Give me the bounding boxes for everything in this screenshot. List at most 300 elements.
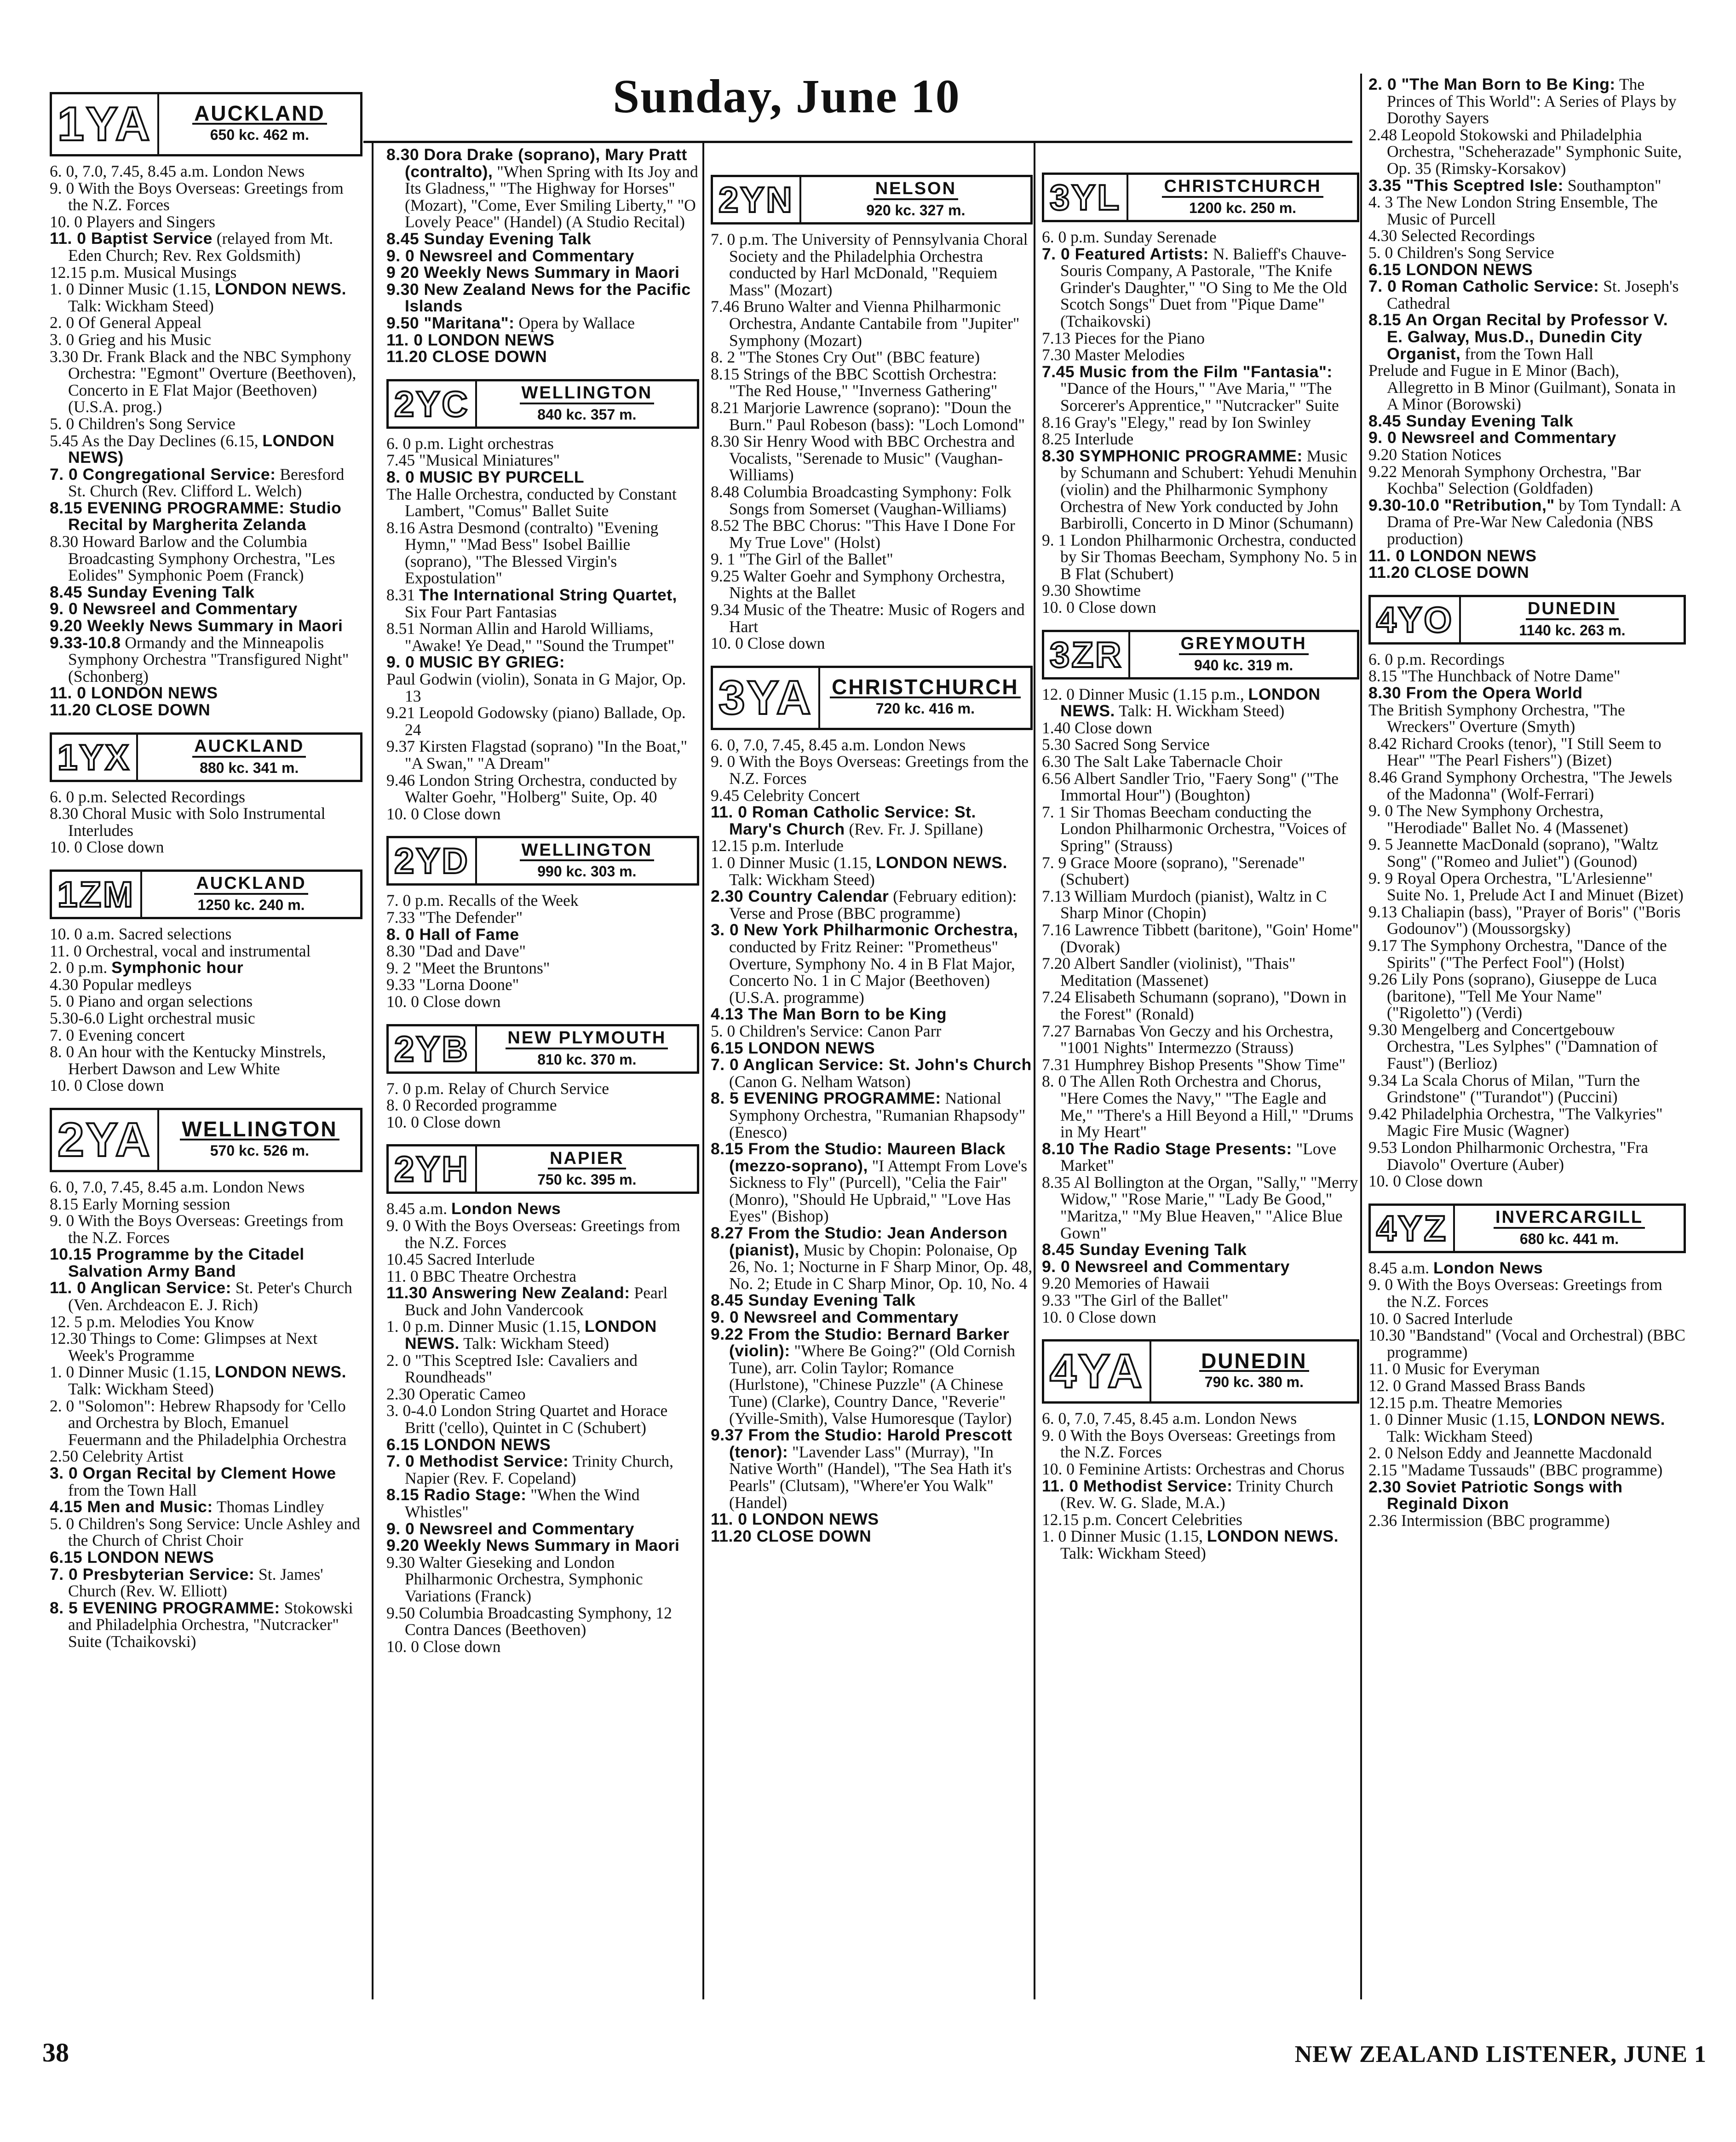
entry-text: 9.34 Music of the Theatre: Music of Rogers and Hart [711, 600, 1025, 636]
programme-entry [50, 789, 362, 806]
station-call-sign [389, 838, 477, 883]
column-divider [1360, 74, 1362, 1999]
station-city: WELLINGTON [520, 842, 655, 862]
entry-text: 9.30 Showtime [1042, 581, 1141, 600]
entry-text: from the Town Hall [68, 1480, 197, 1499]
entry-text: 9. 5 Jeannette MacDonald (soprano), "Waltz Song" ("Romeo and Juliet") (Gounod) [1368, 835, 1658, 870]
programme-entry [50, 926, 362, 943]
entry-text: 9. 0 With the Boys Overseas: Greetings from the N.Z. Forces [711, 752, 1029, 788]
programme-entry [1042, 1174, 1359, 1241]
entry-text: 6. 0 p.m. Selected Recordings [50, 787, 245, 806]
entry-text: 2.36 Intermission (BBC programme) [1368, 1511, 1610, 1530]
entry-text: 6. 0, 7.0, 7.45, 8.45 a.m. London News [50, 1177, 305, 1196]
entry-text: 5. 0 Children's Song Service [50, 414, 236, 433]
entry-text: 11. 0 Orchestral, vocal and instrumental [50, 941, 311, 960]
entry-text: 10. 0 a.m. Sacred selections [50, 924, 232, 943]
entry-text: 8.42 Richard Crooks (tenor), "I Still Seem to Hear" "The Pearl Fishers") (Bizet) [1368, 734, 1661, 770]
entry-highlight: 8.15 An Organ Recital by Professor V. E. Galway, Mus.D., Dunedin City Organist, [1368, 311, 1668, 363]
programme-entry [1042, 599, 1359, 616]
entry-text: 7.20 Albert Sandler (violinist), "Thais" Meditation (Massenet) [1042, 954, 1296, 990]
programme-entry [386, 452, 699, 469]
programme-entry [711, 1292, 1033, 1309]
programme-entry [1042, 246, 1359, 330]
programme-entry [50, 993, 362, 1010]
entry-highlight: 7. 0 Roman Catholic Service: [1368, 277, 1599, 296]
entry-highlight: 11.30 Answering New Zealand: [386, 1284, 630, 1302]
entry-text: by Tom Tyndall: A Drama of Pre-War New Caledonia (NBS production) [1387, 495, 1681, 548]
station-city: NELSON [874, 180, 958, 200]
call-sign-text: 1YA [57, 98, 152, 151]
entry-highlight: 11. 0 Anglican Service: [50, 1278, 231, 1297]
programme-entry [50, 1364, 362, 1397]
programme-entry [1368, 564, 1686, 581]
entry-highlight: 9.33-10.8 [50, 633, 121, 652]
entry-text: 10. 0 Close down [50, 838, 164, 857]
programme-entry [711, 399, 1033, 433]
entry-text: (relayed from Mt. Eden Church; Rev. Rex Goldsmith) [68, 229, 333, 265]
programme-entry [1042, 686, 1359, 720]
programme-entry [711, 568, 1033, 601]
entry-text: 10. 0 Close down [50, 1076, 164, 1095]
station-info [159, 94, 360, 154]
entry-text: 9.46 London String Orchestra, conducted by Walter Goehr, "Holberg" Suite, Op. 40 [386, 771, 677, 806]
entry-highlight: 11. 0 Methodist Service: [1042, 1476, 1233, 1495]
entry-highlight: 6.15 LONDON NEWS [711, 1038, 875, 1057]
station-call-sign [52, 735, 138, 780]
entry-text: 10. 0 Close down [386, 1637, 501, 1656]
programme-entry [386, 1402, 699, 1436]
programme-entry [1042, 1258, 1359, 1275]
entry-text: 5. 0 Children's Song Service: Uncle Ashley and the Church of Christ Choir [50, 1514, 360, 1550]
entry-text: 9.50 Columbia Broadcasting Symphony, 12 Contra Dances (Beethoven) [386, 1603, 672, 1639]
programme-entry [386, 332, 699, 349]
station-info [477, 1026, 697, 1071]
entry-text: 7. 0 p.m. The University of Pennsylvania Choral Society and the Philadelphia Orchestra conducted by Harl McDonald, "Requiem Mass" (Mozart) [711, 230, 1028, 299]
programme-entry [1368, 547, 1686, 564]
entry-text: 12.15 p.m. Musical Musings [50, 263, 237, 282]
station-header [711, 175, 1033, 225]
entry-text: Pearl Buck and John Vandercook [405, 1284, 668, 1319]
entry-text: 7.13 Pieces for the Piano [1042, 328, 1205, 347]
entry-highlight: 4.15 Men and Music: [50, 1497, 213, 1516]
entry-text: 2.15 "Madame Tussauds" (BBC programme) [1368, 1460, 1663, 1479]
programme-entry [711, 551, 1033, 568]
programme-entry [1042, 1140, 1359, 1174]
entry-text: St. Peter's Church (Ven. Archdeacon E. J. Rich) [68, 1278, 352, 1314]
programme-entry [386, 1352, 699, 1386]
programme-entry [50, 1549, 362, 1566]
programme-entry [1368, 1394, 1686, 1411]
entry-highlight: 8.45 Sunday Evening Talk [711, 1291, 916, 1310]
programme-entry [386, 620, 699, 654]
station-city: NEW PLYMOUTH [506, 1030, 668, 1049]
entry-highlight: 11. 0 LONDON NEWS [711, 1510, 879, 1529]
station-frequency: 810 kc. 370 m. [537, 1051, 637, 1068]
programme-entry [50, 1498, 362, 1515]
entry-highlight: 11. 0 LONDON NEWS [1368, 546, 1537, 565]
programme-entry [1042, 770, 1359, 804]
entry-text: 9.42 Philadelphia Orchestra, "The Valkyries" Magic Fire Music (Wagner) [1368, 1104, 1663, 1140]
entry-text: 2. 0 "Solomon": Hebrew Rhapsody for 'Cello and Orchestra by Bloch, Emanuel Feuermann and the Philadelphia Orchestra [50, 1396, 347, 1449]
entry-highlight: Symphonic hour [111, 958, 244, 977]
programme-entry [1042, 448, 1359, 532]
entry-text: 9. 0 With the Boys Overseas: Greetings from the N.Z. Forces [1042, 1426, 1336, 1462]
programme-entry [386, 1537, 699, 1554]
programme-entry [1368, 651, 1686, 668]
station-header [50, 869, 362, 919]
station-info [477, 381, 697, 426]
entry-text: 10. 0 Close down [1368, 1172, 1483, 1191]
station-header [386, 836, 699, 886]
entry-text: 2. 0 "This Sceptred Isle: Cavaliers and Roundheads" [386, 1351, 638, 1387]
station-frequency: 880 kc. 341 m. [200, 759, 299, 776]
programme-entry [711, 349, 1033, 366]
entry-text: 5. 0 Children's Song Service [1368, 243, 1554, 262]
entry-highlight: 7. 0 Featured Artists: [1042, 244, 1209, 263]
programme-entry [386, 806, 699, 823]
entry-text: 7.45 "Musical Miniatures" [386, 451, 560, 470]
station-header [386, 1144, 699, 1194]
programme-entry [386, 1200, 699, 1217]
station-header [1368, 1203, 1686, 1253]
call-sign-text: 4YO [1376, 599, 1454, 640]
station-frequency: 1250 kc. 240 m. [197, 896, 305, 913]
entry-text: 1. 0 Dinner Music (1.15, [50, 1363, 215, 1382]
programme-entry [1368, 1479, 1686, 1512]
station-call-sign [389, 1146, 477, 1192]
entry-highlight: 8. 5 EVENING PROGRAMME: [711, 1089, 941, 1108]
programme-entry [1368, 1072, 1686, 1106]
programme-entry [50, 1179, 362, 1196]
entry-highlight: 9. 0 Newsreel and Commentary [1042, 1257, 1290, 1276]
entry-text: 5.30 Sacred Song Service [1042, 735, 1210, 754]
station-header [386, 1024, 699, 1074]
programme-entry [386, 1605, 699, 1638]
programme-entry [386, 976, 699, 993]
programme-entry [1042, 582, 1359, 599]
programme-entry [1368, 735, 1686, 769]
entry-text: 10. 0 Close down [386, 804, 501, 823]
entry-text: 9. 0 With the Boys Overseas: Greetings from the N.Z. Forces [386, 1216, 680, 1252]
programme-entry [50, 1465, 362, 1498]
entry-highlight: 2.30 Country Calendar [711, 887, 889, 906]
entry-text: "When Spring with Its Joy and Its Gladness," "The Highway for Horses" (Mozart), "Come, Ever Smiling Liberty," "O Lovely Peace" (Handel) (A Studio Recital) [405, 162, 698, 231]
entry-text: 7. 0 p.m. Recalls of the Week [386, 891, 579, 910]
entry-highlight: 9.20 Weekly News Summary in Maori [386, 1536, 680, 1555]
entry-text: 6.56 Albert Sandler Trio, "Faery Song" ("The Immortal Hour") (Boughton) [1042, 769, 1339, 805]
entry-text: 9. 9 Royal Opera Orchestra, "L'Arlesienne" Suite No. 1, Prelude Act I and Minuet (Bizet) [1368, 869, 1684, 904]
entry-text: 9.45 Celebrity Concert [711, 786, 860, 805]
station-info [1455, 1206, 1684, 1251]
entry-text: 4.30 Popular medleys [50, 975, 192, 994]
station-header [50, 92, 362, 156]
station-call-sign [52, 1110, 159, 1170]
programme-entry [50, 500, 362, 533]
programme-entry [50, 1600, 362, 1650]
entry-text: (February edition): Verse and Prose (BBC programme) [729, 887, 1017, 922]
programme-entry [386, 1217, 699, 1251]
entry-highlight: 7.45 Music from the Film "Fantasia": [1042, 362, 1333, 381]
programme-entry [386, 1080, 699, 1097]
station-header [1368, 595, 1686, 645]
entry-text: 10. 0 Close down [1042, 1307, 1156, 1326]
programme-entry [711, 921, 1033, 1006]
entry-text: 7.24 Elisabeth Schumann (soprano), "Down in the Forest" (Ronald) [1042, 988, 1347, 1023]
entry-text: 10. 0 Close down [386, 1112, 501, 1131]
entry-text: "Dance of the Hours," "Ave Maria," "The Sorcerer's Apprentice," "Nutcracker" Suite [1060, 379, 1339, 415]
programme-entry [1368, 1139, 1686, 1173]
programme-entry [711, 298, 1033, 349]
entry-text: 8.51 Norman Allin and Harold Williams, "Awake! Ye Dead," "Sound the Trumpet" [386, 619, 675, 655]
entry-text: 10. 0 Close down [711, 634, 825, 653]
call-sign-text: 4YZ [1376, 1208, 1448, 1249]
programme-entry [1042, 720, 1359, 737]
programme-entry [386, 248, 699, 265]
entry-text: 8.15 Early Morning session [50, 1194, 230, 1213]
station-frequency: 990 kc. 303 m. [537, 863, 637, 880]
station-city: INVERCARGILL [1494, 1209, 1645, 1229]
programme-entry [1368, 1360, 1686, 1377]
programme-entry [386, 1251, 699, 1268]
entry-text: 8.16 Astra Desmond (contralto) "Evening Hymn," "Mad Bess" Isobel Baillie (soprano), "The Blessed Virgin's Expostulation" [386, 518, 659, 587]
programme-entry [711, 1528, 1033, 1545]
entry-text: 9.17 The Symphony Orchestra, "Dance of the Spirits" ("The Perfect Fool") (Holst) [1368, 936, 1667, 972]
programme-entry [386, 519, 699, 587]
entry-text: 8. 2 "The Stones Cry Out" (BBC feature) [711, 348, 980, 367]
entry-text: 1. 0 Dinner Music (1.15, [711, 853, 876, 872]
programme-entry [711, 1309, 1033, 1326]
entry-text: conducted by Fritz Reiner: "Prometheus" Overture, Symphony No. 4 in B Flat Major, Concerto No. 1 in C Major (Beethoven) (U.S.A. programme) [729, 937, 1015, 1007]
title-rule [363, 141, 1352, 143]
entry-highlight: 8.30 Dora Drake (soprano), Mary Pratt (contralto), [386, 145, 687, 181]
entry-text: 8.30 "Dad and Dave" [386, 942, 526, 961]
programme-entry [1368, 836, 1686, 869]
call-sign-text: 3ZR [1050, 634, 1123, 675]
entry-text: 8.35 Al Bollington at the Organ, "Sally," "Merry Widow," "Rose Marie," "Lady Be Good," "Maritza," "My Blue Heaven," "Alice Blue Gown" [1042, 1173, 1358, 1242]
programme-entry [1042, 804, 1359, 854]
station-call-sign [52, 94, 159, 154]
entry-text: Ormandy and the Minneapolis Symphony Orchestra "Transfigured Night" (Schonberg) [68, 633, 349, 685]
call-sign-text: 2YA [57, 1113, 152, 1167]
station-city: DUNEDIN [1199, 1353, 1309, 1372]
entry-text: "Where Be Going?" (Old Cornish Tune), arr. Colin Taylor; Romance (Hurlstone), "Chinese Puzzle" (A Chinese Tune) (Clarke), Country Dance, "Reverie" (Yville-Smith), Valse Humoresque (Taylor) [729, 1342, 1016, 1428]
entry-text: 1. 0 p.m. Dinner Music (1.15, [386, 1317, 585, 1336]
programme-entry [1042, 363, 1359, 414]
entry-text: Trinity Church (Rev. W. G. Slade, M.A.) [1060, 1476, 1334, 1512]
call-sign-text: 1ZM [57, 874, 135, 915]
programme-entry [50, 976, 362, 993]
call-sign-text: 3YA [719, 671, 813, 725]
programme-entry [50, 1077, 362, 1094]
programme-entry [1368, 1512, 1686, 1529]
programme-entry [1042, 921, 1359, 955]
station-city: GREYMOUTH [1179, 635, 1309, 655]
station-frequency: 790 kc. 380 m. [1204, 1374, 1304, 1391]
entry-text: 12.30 Things to Come: Glimpses at Next Week's Programme [50, 1329, 318, 1365]
call-sign-text: 2YC [394, 383, 470, 424]
station-info [801, 177, 1030, 222]
entry-highlight: 9.20 Weekly News Summary in Maori [50, 616, 343, 635]
programme-entry [711, 1511, 1033, 1528]
station-frequency: 680 kc. 441 m. [1519, 1230, 1619, 1247]
entry-text: 10. 0 Close down [1042, 598, 1156, 617]
entry-highlight: 2. 0 "The Man Born to Be King: [1368, 75, 1615, 93]
entry-highlight: LONDON NEWS. [875, 853, 1007, 872]
programme-entry [711, 231, 1033, 298]
entry-highlight: LONDON NEWS) [68, 431, 335, 467]
programme-entry [711, 1140, 1033, 1225]
entry-highlight: 11. 0 LONDON NEWS [50, 684, 218, 702]
programme-entry [50, 314, 362, 331]
entry-text: 6.30 The Salt Lake Tabernacle Choir [1042, 752, 1282, 771]
programme-entry [711, 787, 1033, 804]
entry-text: Talk: Wickham Steed) [68, 1380, 214, 1399]
programme-entry [1368, 1327, 1686, 1360]
entry-text: 8.16 Gray's "Elegy," read by Ion Swinley [1042, 413, 1311, 432]
station-header [1042, 630, 1359, 679]
station-call-sign [1371, 1206, 1455, 1251]
entry-text: 5. 0 Children's Service: Canon Parr [711, 1021, 942, 1040]
entry-text: 8.52 The BBC Chorus: "This Have I Done For My True Love" (Holst) [711, 516, 1015, 552]
entry-text: Talk: H. Wickham Steed) [1115, 702, 1285, 720]
entry-text: 9. 2 "Meet the Bruntons" [386, 958, 550, 977]
programme-entry [386, 671, 699, 704]
programme-entry [711, 854, 1033, 888]
entry-highlight: 8.30 From the Opera World [1368, 684, 1583, 702]
programme-entry [386, 486, 699, 519]
entry-text: Beresford St. Church (Rev. Clifford L. Welch) [68, 465, 345, 501]
entry-text: "Love Market" [1060, 1139, 1337, 1175]
entry-text: 8.15 "The Hunchback of Notre Dame" [1368, 667, 1621, 685]
programme-entry [1368, 937, 1686, 971]
station-city: AUCKLAND [192, 105, 327, 125]
programme-entry [50, 348, 362, 415]
entry-highlight: 11. 0 Baptist Service [50, 229, 213, 248]
programme-entry [1368, 76, 1686, 127]
programme-entry [386, 654, 699, 671]
programme-entry [50, 1212, 362, 1246]
entry-highlight: 9 20 Weekly News Summary in Maori [386, 263, 680, 282]
station-call-sign [389, 1026, 477, 1071]
entry-text: 9.30 Walter Gieseking and London Philharmonic Orchestra, Symphonic Variations (Franck) [386, 1553, 643, 1605]
entry-text: 8.25 Interlude [1042, 430, 1134, 449]
entry-highlight: 6.15 LONDON NEWS [386, 1435, 551, 1454]
programme-entry [711, 804, 1033, 837]
station-city: WELLINGTON [520, 385, 655, 404]
entry-highlight: 8.10 The Radio Stage Presents: [1042, 1139, 1292, 1158]
programme-entry [1042, 888, 1359, 921]
entry-text: 9. 1 "The Girl of the Ballet" [711, 550, 893, 569]
programme-entry [1368, 1276, 1686, 1310]
entry-highlight: 8. 5 EVENING PROGRAMME: [50, 1598, 280, 1617]
entry-highlight: 7. 0 Congregational Service: [50, 465, 276, 484]
programme-entry [50, 1027, 362, 1044]
programme-entry [386, 960, 699, 977]
entry-highlight: 9.22 From the Studio: Bernard Barker (violin): [711, 1324, 1010, 1360]
entry-highlight: 8.15 From the Studio: Maureen Black (mezzo-soprano), [711, 1140, 1006, 1175]
station-city: NAPIER [548, 1150, 626, 1170]
programme-entry [50, 702, 362, 719]
programme-entry [1368, 802, 1686, 836]
station-city: CHRISTCHURCH [830, 679, 1021, 698]
programme-entry [50, 839, 362, 856]
entry-highlight: 8. 0 MUSIC BY PURCELL [386, 467, 584, 486]
entry-highlight: LONDON NEWS. [1207, 1527, 1339, 1546]
programme-entry [1368, 497, 1686, 547]
entry-text: 5.45 As the Day Declines (6.15, [50, 431, 263, 450]
entry-text: 6. 0, 7.0, 7.45, 8.45 a.m. London News [50, 162, 305, 180]
column-2 [386, 146, 699, 1655]
entry-text: Six Four Part Fantasias [405, 602, 557, 621]
programme-entry [1368, 1445, 1686, 1462]
programme-entry [386, 230, 699, 248]
entry-highlight: 7. 0 Anglican Service: St. John's Church [711, 1055, 1032, 1074]
entry-highlight: 9. 0 MUSIC BY GRIEG: [386, 653, 565, 672]
station-info [138, 735, 360, 780]
programme-entry [386, 435, 699, 452]
entry-text: 8.21 Marjorie Lawrence (soprano): "Doun the Burn." Paul Robeson (bass): "Loch Lomond" [711, 398, 1025, 434]
programme-entry [1042, 1528, 1359, 1561]
programme-entry [1368, 429, 1686, 446]
entry-text: National Symphony Orchestra, "Rumanian Rhapsody" (Enesco) [729, 1089, 1026, 1141]
entry-text: 1. 0 Dinner Music (1.15, [1368, 1410, 1534, 1429]
programme-entry [1368, 971, 1686, 1021]
station-frequency: 1200 kc. 250 m. [1189, 200, 1297, 216]
programme-entry [386, 1638, 699, 1655]
programme-entry [711, 1023, 1033, 1040]
entry-text: 10. 0 Close down [386, 992, 501, 1011]
programme-entry [50, 281, 362, 314]
entry-text: 11. 0 BBC Theatre Orchestra [386, 1267, 577, 1285]
entry-highlight: 8.15 EVENING PROGRAMME: Studio Recital by Margherita Zelanda [50, 498, 342, 534]
entry-text: 12. 0 Grand Massed Brass Bands [1368, 1376, 1586, 1395]
station-frequency: 750 kc. 395 m. [537, 1171, 637, 1188]
page-title: Sunday, June 10 [613, 70, 960, 123]
programme-entry [1042, 330, 1359, 347]
programme-entry [386, 1284, 699, 1318]
entry-text: 1. 0 Dinner Music (1.15, [50, 280, 215, 299]
programme-entry [1042, 414, 1359, 431]
programme-entry [386, 1386, 699, 1403]
programme-entry [1042, 229, 1359, 246]
entry-highlight: 2.30 Soviet Patriotic Songs with Reginald Dixon [1368, 1477, 1623, 1513]
programme-entry [1042, 1056, 1359, 1073]
programme-entry [386, 587, 699, 620]
programme-entry [711, 433, 1033, 484]
programme-entry [386, 704, 699, 738]
station-info [1130, 632, 1357, 677]
page-number: 38 [42, 2038, 69, 2067]
station-frequency: 1140 kc. 263 m. [1519, 622, 1626, 639]
column-3 [711, 161, 1033, 1544]
publication-footer: NEW ZEALAND LISTENER, JUNE 1 [1294, 2041, 1707, 2067]
programme-entry [50, 685, 362, 702]
entry-text: Talk: Wickham Steed) [1387, 1427, 1533, 1445]
column-divider [702, 141, 704, 1999]
programme-entry [386, 772, 699, 806]
entry-highlight: 11.20 CLOSE DOWN [50, 701, 211, 719]
entry-text: 7. 9 Grace Moore (soprano), "Serenade" (Schubert) [1042, 853, 1305, 889]
programme-entry [386, 1097, 699, 1114]
station-frequency: 650 kc. 462 m. [210, 127, 310, 143]
entry-text: 10.45 Sacred Interlude [386, 1250, 535, 1269]
station-call-sign [713, 668, 820, 728]
programme-entry [386, 892, 699, 909]
entry-text: 8.30 Howard Barlow and the Columbia Broadcasting Symphony Orchestra, "Les Eolides" Symphonic Poem (Franck) [50, 532, 335, 585]
programme-entry [1368, 194, 1686, 227]
programme-entry [1042, 532, 1359, 582]
programme-entry [711, 1427, 1033, 1511]
